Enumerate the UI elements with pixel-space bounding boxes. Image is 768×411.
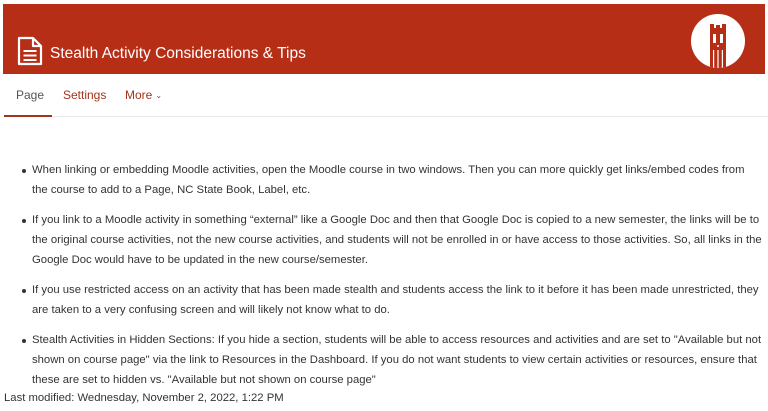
tab-page[interactable]: Page [16, 88, 45, 102]
tab-settings[interactable]: Settings [63, 88, 107, 102]
belltower-logo-icon [691, 14, 745, 68]
last-modified-text: Last modified: Wednesday, November 2, 2022, 1:22 PM [4, 392, 284, 404]
list-item: If you link to a Moodle activity in something “external” like a Google Doc and then that Google Doc is copied to a new semester, the links will be to the original course activities, not the new course activities, and students will not be enrolled in or have access to those activities. So, all links in the Google Doc would have to be updated in the new course/semester. [32, 210, 762, 270]
page-title: Stealth Activity Considerations & Tips [50, 45, 306, 62]
document-icon [17, 36, 43, 66]
tips-list [0, 160, 768, 390]
nav-divider [52, 116, 768, 117]
tab-more[interactable] [125, 88, 162, 102]
active-tab-indicator [4, 115, 52, 117]
list-item: When linking or embedding Moodle activities, open the Moodle course in two windows. Then you can more quickly get links/embed codes from the course to add to a Page, NC State Book, Label, etc. [32, 160, 762, 200]
chevron-down-icon: ⌄ [155, 91, 163, 100]
list-item: If you use restricted access on an activity that has been made stealth and students access the link to it before it has been made unrestricted, they are taken to a very confusing screen and will likely not know what to do. [32, 280, 762, 320]
tab-more-label: More [125, 88, 153, 102]
page-content [0, 160, 768, 400]
list-item: Stealth Activities in Hidden Sections: If you hide a section, students will be able to access resources and activities and are set to "Available but not shown on course page" via the link to Resources in the Dashboard. If you do not want students to view certain activities or resources, ensure that these are set to hidden vs. "Available but not shown on course page" [32, 330, 762, 390]
secondary-nav [0, 74, 768, 118]
page-header [3, 4, 765, 74]
